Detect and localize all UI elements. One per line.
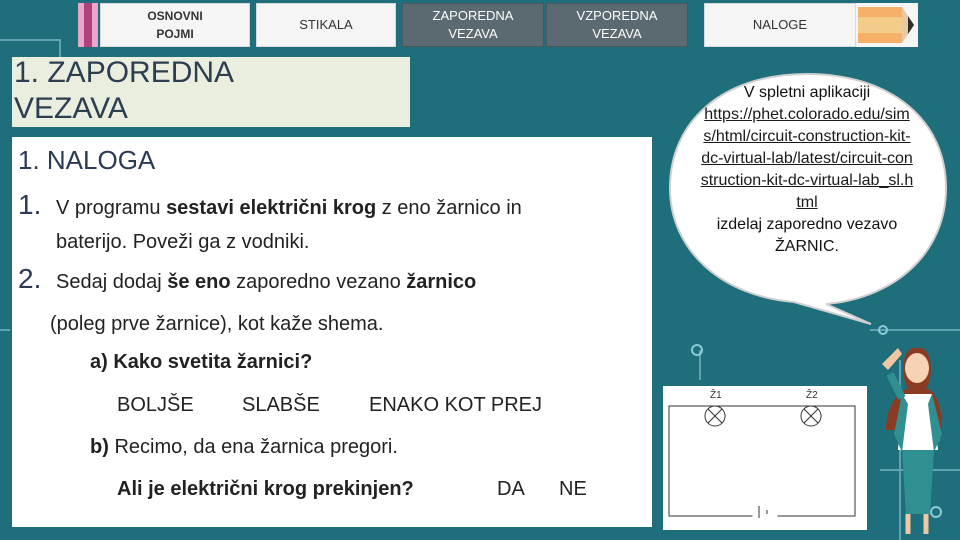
teacher-illustration xyxy=(872,334,960,540)
item1-number: 1. xyxy=(18,189,42,220)
nav-basics-button[interactable] xyxy=(100,3,250,47)
option-better[interactable]: BOLJŠE xyxy=(117,394,194,416)
circuit-schematic xyxy=(663,386,867,530)
answer-no[interactable]: NE xyxy=(559,478,587,500)
item1-text-line2: baterijo. Poveži ga z vodniki. xyxy=(56,231,310,253)
phet-link[interactable]: https://phet.colorado.edu/sims/html/circuit-construction-kit-dc-virtual-lab/latest/circuit-construction-kit-dc-virtual-lab_sl.html xyxy=(700,106,914,211)
nav-parallel-label: VZPOREDNA VEZAVA xyxy=(576,8,658,41)
pencil-left-icon xyxy=(76,3,100,47)
option-worse[interactable]: SLABŠE xyxy=(242,394,320,416)
lamp2-label: Ž2 xyxy=(806,390,818,401)
nav-series-label: ZAPOREDNA VEZAVA xyxy=(432,8,514,41)
item1-text: V programu sestavi električni krog z eno žarnico in xyxy=(56,197,522,219)
nav-series-button[interactable] xyxy=(402,3,544,47)
item2-text-line2: (poleg prve žarnice), kot kaže shema. xyxy=(50,313,384,335)
page-title: 1. ZAPOREDNA VEZAVA xyxy=(14,56,235,125)
nav-basics-label: OSNOVNI POJMI xyxy=(147,9,203,41)
question-a: a) Kako svetita žarnici? xyxy=(90,351,313,373)
option-same[interactable]: ENAKO KOT PREJ xyxy=(369,394,543,416)
answer-yes[interactable]: DA xyxy=(497,478,525,500)
nav-switches-label: STIKALA xyxy=(299,17,353,32)
nav-switches-button[interactable] xyxy=(256,3,396,47)
question-b2: Ali je električni krog prekinjen? xyxy=(117,478,414,500)
bubble-text xyxy=(700,82,914,258)
bubble-line2: izdelaj zaporedno vezavo ŽARNIC. xyxy=(716,216,898,255)
nav-parallel-button[interactable] xyxy=(546,3,688,47)
bubble-line1: V spletni aplikaciji xyxy=(743,84,871,101)
nav-tasks-label: NALOGE xyxy=(752,17,808,32)
pencil-right-icon xyxy=(856,3,918,47)
task-heading: 1. NALOGA xyxy=(18,145,156,175)
question-b: b) Recimo, da ena žarnica pregori. xyxy=(90,436,398,458)
lamp1-label: Ž1 xyxy=(710,390,722,401)
item2-text: Sedaj dodaj še eno zaporedno vezano žarnico xyxy=(56,271,477,293)
item2-number: 2. xyxy=(18,263,42,294)
nav-tasks-button[interactable] xyxy=(704,3,856,47)
